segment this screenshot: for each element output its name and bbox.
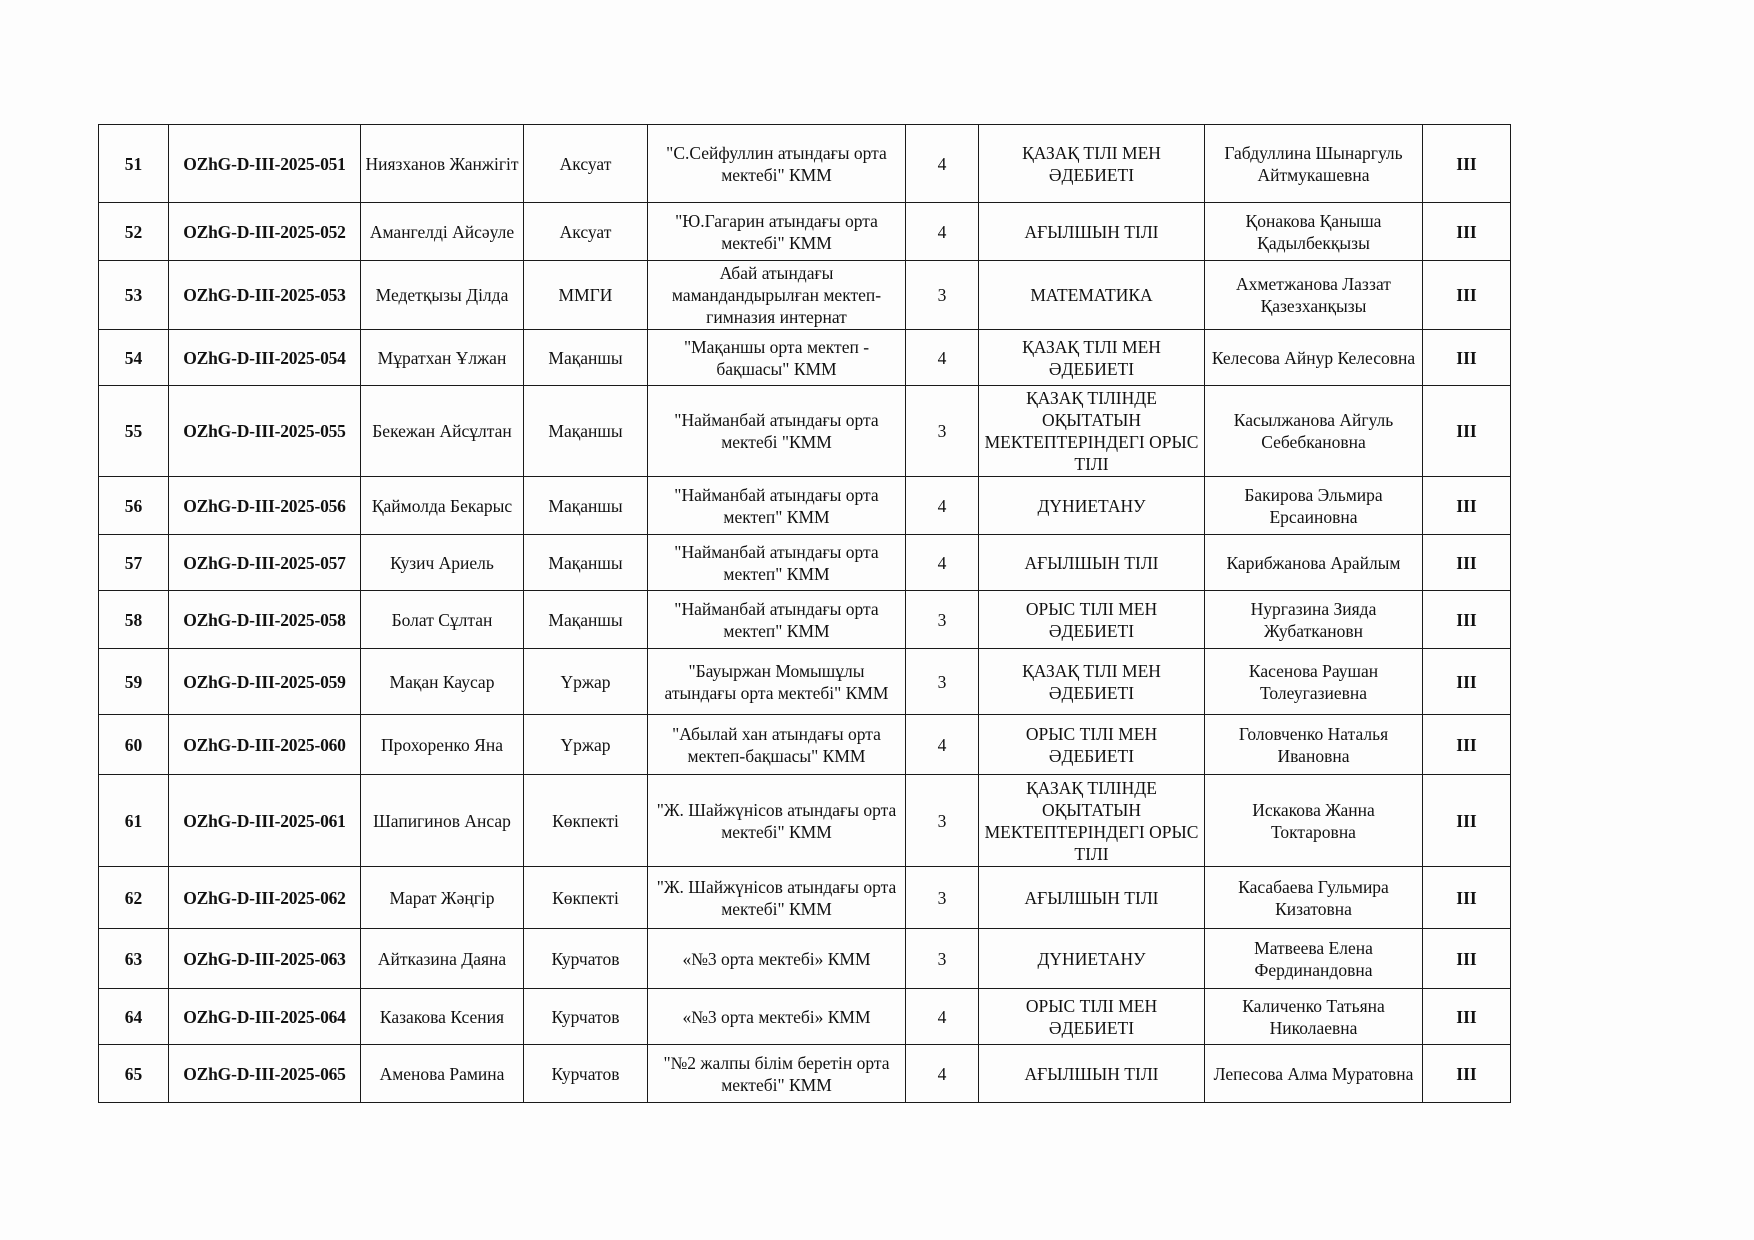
place-cell: III [1423, 125, 1511, 203]
row-number: 63 [99, 929, 169, 989]
grade-cell: 3 [906, 929, 979, 989]
subject-name: АҒЫЛШЫН ТІЛІ [979, 203, 1205, 261]
grade-cell: 4 [906, 203, 979, 261]
student-name: Айтказина Даяна [361, 929, 524, 989]
subject-name: ҚАЗАҚ ТІЛІ МЕН ӘДЕБИЕТІ [979, 330, 1205, 386]
place-cell: III [1423, 775, 1511, 867]
subject-name: ОРЫС ТІЛІ МЕН ӘДЕБИЕТІ [979, 989, 1205, 1045]
place-cell: III [1423, 649, 1511, 715]
row-number: 51 [99, 125, 169, 203]
subject-name: ҚАЗАҚ ТІЛІ МЕН ӘДЕБИЕТІ [979, 125, 1205, 203]
table-row [99, 1045, 1511, 1103]
participant-code: OZhG-D-III-2025-056 [169, 477, 361, 535]
participant-code: OZhG-D-III-2025-062 [169, 867, 361, 929]
table-row [99, 125, 1511, 203]
row-number: 65 [99, 1045, 169, 1103]
district-name: Мақаншы [524, 386, 648, 477]
participant-code: OZhG-D-III-2025-061 [169, 775, 361, 867]
subject-name: АҒЫЛШЫН ТІЛІ [979, 867, 1205, 929]
grade-cell: 4 [906, 535, 979, 591]
place-cell: III [1423, 867, 1511, 929]
school-name: "Найманбай атындағы орта мектеп" КММ [648, 535, 906, 591]
teacher-name: Нургазина Зияда Жубаткановн [1205, 591, 1423, 649]
school-name: "Найманбай атындағы орта мектеп" КММ [648, 477, 906, 535]
district-name: Мақаншы [524, 591, 648, 649]
place-cell: III [1423, 330, 1511, 386]
grade-cell: 4 [906, 989, 979, 1045]
table-row [99, 535, 1511, 591]
table-row [99, 261, 1511, 330]
teacher-name: Келесова Айнур Келесовна [1205, 330, 1423, 386]
table-row [99, 591, 1511, 649]
district-name: Мақаншы [524, 330, 648, 386]
district-name: Аксуат [524, 125, 648, 203]
school-name: «№3 орта мектебі» КММ [648, 929, 906, 989]
row-number: 58 [99, 591, 169, 649]
place-cell: III [1423, 591, 1511, 649]
school-name: "Найманбай атындағы орта мектебі "КММ [648, 386, 906, 477]
place-cell: III [1423, 715, 1511, 775]
row-number: 54 [99, 330, 169, 386]
place-cell: III [1423, 203, 1511, 261]
school-name: "Бауыржан Момышұлы атындағы орта мектебі" КММ [648, 649, 906, 715]
school-name: "Ю.Гагарин атындағы орта мектебі" КММ [648, 203, 906, 261]
subject-name: ҚАЗАҚ ТІЛІНДЕ ОҚЫТАТЫН МЕКТЕПТЕРІНДЕГІ ОРЫС ТІЛІ [979, 386, 1205, 477]
teacher-name: Касабаева Гульмира Кизатовна [1205, 867, 1423, 929]
participant-code: OZhG-D-III-2025-055 [169, 386, 361, 477]
student-name: Мұратхан Ұлжан [361, 330, 524, 386]
teacher-name: Каличенко Татьяна Николаевна [1205, 989, 1423, 1045]
row-number: 53 [99, 261, 169, 330]
school-name: "Ж. Шайжүнісов атындағы орта мектебі" КММ [648, 775, 906, 867]
district-name: ММГИ [524, 261, 648, 330]
subject-name: ҚАЗАҚ ТІЛІ МЕН ӘДЕБИЕТІ [979, 649, 1205, 715]
row-number: 61 [99, 775, 169, 867]
school-name: Абай атындағы мамандандырылған мектеп-гимназия интернат [648, 261, 906, 330]
table-row [99, 477, 1511, 535]
student-name: Қаймолда Бекарыс [361, 477, 524, 535]
student-name: Бекежан Айсұлтан [361, 386, 524, 477]
row-number: 57 [99, 535, 169, 591]
place-cell: III [1423, 535, 1511, 591]
subject-name: ДҮНИЕТАНУ [979, 929, 1205, 989]
subject-name: ҚАЗАҚ ТІЛІНДЕ ОҚЫТАТЫН МЕКТЕПТЕРІНДЕГІ ОРЫС ТІЛІ [979, 775, 1205, 867]
subject-name: АҒЫЛШЫН ТІЛІ [979, 1045, 1205, 1103]
table-row [99, 649, 1511, 715]
grade-cell: 3 [906, 867, 979, 929]
district-name: Мақаншы [524, 535, 648, 591]
student-name: Шапигинов Ансар [361, 775, 524, 867]
results-table [98, 124, 1511, 1103]
teacher-name: Карибжанова Арайлым [1205, 535, 1423, 591]
row-number: 59 [99, 649, 169, 715]
participant-code: OZhG-D-III-2025-060 [169, 715, 361, 775]
school-name: "Мақаншы орта мектеп - бақшасы" КММ [648, 330, 906, 386]
row-number: 64 [99, 989, 169, 1045]
subject-name: АҒЫЛШЫН ТІЛІ [979, 535, 1205, 591]
table-row [99, 867, 1511, 929]
district-name: Курчатов [524, 989, 648, 1045]
participant-code: OZhG-D-III-2025-063 [169, 929, 361, 989]
grade-cell: 4 [906, 715, 979, 775]
student-name: Казакова Ксения [361, 989, 524, 1045]
school-name: "Абылай хан атындағы орта мектеп-бақшасы" КММ [648, 715, 906, 775]
student-name: Болат Сұлтан [361, 591, 524, 649]
grade-cell: 3 [906, 649, 979, 715]
teacher-name: Касенова Раушан Толеугазиевна [1205, 649, 1423, 715]
student-name: Мақан Каусар [361, 649, 524, 715]
table-row [99, 989, 1511, 1045]
table-row [99, 775, 1511, 867]
participant-code: OZhG-D-III-2025-051 [169, 125, 361, 203]
grade-cell: 4 [906, 1045, 979, 1103]
student-name: Амангелді Айсәуле [361, 203, 524, 261]
student-name: Прохоренко Яна [361, 715, 524, 775]
grade-cell: 3 [906, 775, 979, 867]
place-cell: III [1423, 929, 1511, 989]
teacher-name: Матвеева Елена Фердинандовна [1205, 929, 1423, 989]
school-name: "№2 жалпы білім беретін орта мектебі" КММ [648, 1045, 906, 1103]
table-row [99, 203, 1511, 261]
place-cell: III [1423, 386, 1511, 477]
district-name: Үржар [524, 715, 648, 775]
participant-code: OZhG-D-III-2025-052 [169, 203, 361, 261]
grade-cell: 4 [906, 477, 979, 535]
place-cell: III [1423, 989, 1511, 1045]
school-name: "Ж. Шайжүнісов атындағы орта мектебі" КММ [648, 867, 906, 929]
teacher-name: Қонакова Қаныша Қадылбекқызы [1205, 203, 1423, 261]
place-cell: III [1423, 261, 1511, 330]
results-table-body [99, 125, 1511, 1103]
district-name: Курчатов [524, 1045, 648, 1103]
district-name: Үржар [524, 649, 648, 715]
teacher-name: Лепесова Алма Муратовна [1205, 1045, 1423, 1103]
teacher-name: Касылжанова Айгуль Себебкановна [1205, 386, 1423, 477]
school-name: "С.Сейфуллин атындағы орта мектебі" КММ [648, 125, 906, 203]
district-name: Курчатов [524, 929, 648, 989]
grade-cell: 3 [906, 591, 979, 649]
teacher-name: Искакова Жанна Токтаровна [1205, 775, 1423, 867]
subject-name: ОРЫС ТІЛІ МЕН ӘДЕБИЕТІ [979, 715, 1205, 775]
student-name: Кузич Ариель [361, 535, 524, 591]
student-name: Марат Жәңгір [361, 867, 524, 929]
participant-code: OZhG-D-III-2025-054 [169, 330, 361, 386]
participant-code: OZhG-D-III-2025-059 [169, 649, 361, 715]
school-name: «№3 орта мектебі» КММ [648, 989, 906, 1045]
subject-name: МАТЕМАТИКА [979, 261, 1205, 330]
school-name: "Найманбай атындағы орта мектеп" КММ [648, 591, 906, 649]
grade-cell: 4 [906, 125, 979, 203]
place-cell: III [1423, 1045, 1511, 1103]
student-name: Медетқызы Ділда [361, 261, 524, 330]
participant-code: OZhG-D-III-2025-064 [169, 989, 361, 1045]
table-row [99, 330, 1511, 386]
row-number: 52 [99, 203, 169, 261]
teacher-name: Габдуллина Шынаргуль Айтмукашевна [1205, 125, 1423, 203]
subject-name: ДҮНИЕТАНУ [979, 477, 1205, 535]
teacher-name: Бакирова Эльмира Ерсаиновна [1205, 477, 1423, 535]
district-name: Көкпекті [524, 867, 648, 929]
grade-cell: 3 [906, 386, 979, 477]
district-name: Мақаншы [524, 477, 648, 535]
student-name: Ниязханов Жанжігіт [361, 125, 524, 203]
table-row [99, 715, 1511, 775]
row-number: 55 [99, 386, 169, 477]
row-number: 62 [99, 867, 169, 929]
grade-cell: 3 [906, 261, 979, 330]
grade-cell: 4 [906, 330, 979, 386]
place-cell: III [1423, 477, 1511, 535]
district-name: Көкпекті [524, 775, 648, 867]
participant-code: OZhG-D-III-2025-058 [169, 591, 361, 649]
subject-name: ОРЫС ТІЛІ МЕН ӘДЕБИЕТІ [979, 591, 1205, 649]
participant-code: OZhG-D-III-2025-053 [169, 261, 361, 330]
row-number: 56 [99, 477, 169, 535]
participant-code: OZhG-D-III-2025-057 [169, 535, 361, 591]
student-name: Аменова Рамина [361, 1045, 524, 1103]
teacher-name: Головченко Наталья Ивановна [1205, 715, 1423, 775]
participant-code: OZhG-D-III-2025-065 [169, 1045, 361, 1103]
table-row [99, 929, 1511, 989]
row-number: 60 [99, 715, 169, 775]
district-name: Аксуат [524, 203, 648, 261]
table-row [99, 386, 1511, 477]
teacher-name: Ахметжанова Лаззат Қазезханқызы [1205, 261, 1423, 330]
